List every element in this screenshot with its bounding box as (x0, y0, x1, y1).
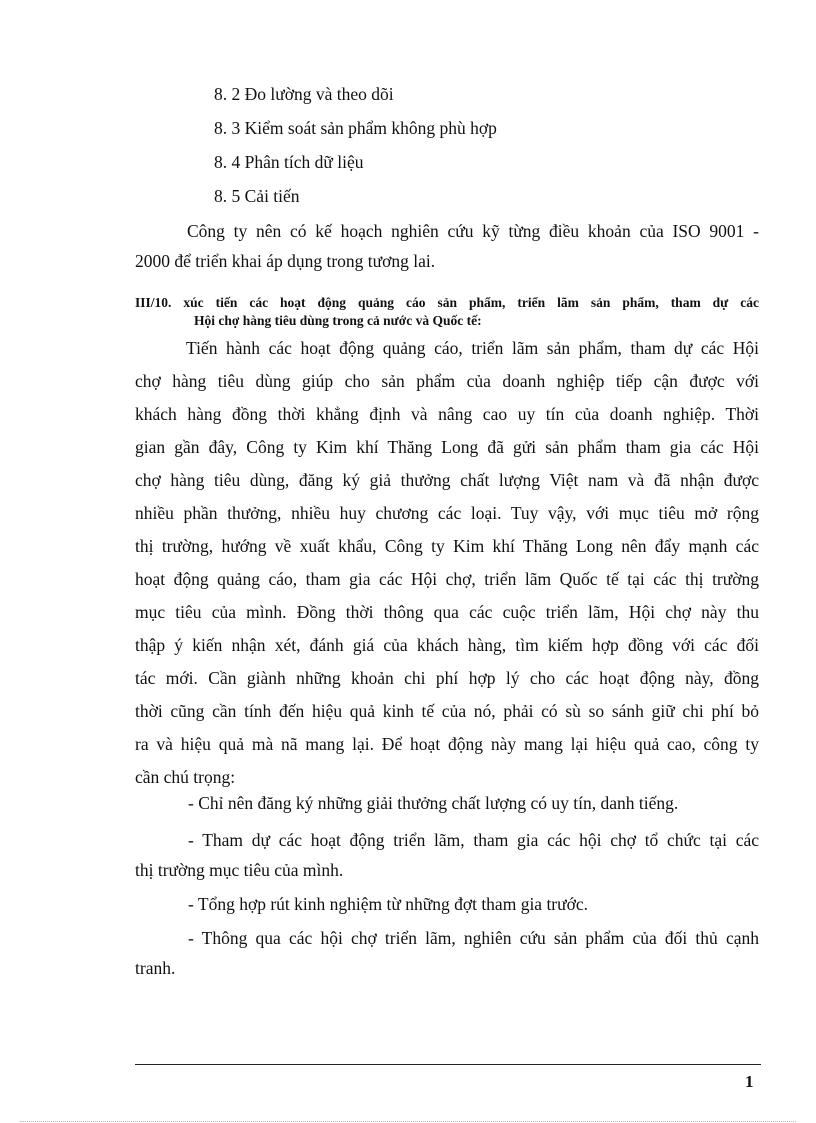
paragraph-line: thập ý kiến nhận xét, đánh giá của khách hàng, tìm kiếm hợp đồng với các đối (135, 635, 759, 655)
page-bottom-divider (20, 1121, 796, 1122)
bullet-item-continued: thị trường mục tiêu của mình. (135, 860, 344, 880)
iso-paragraph-line: Công ty nên có kế hoạch nghiên cứu kỹ từng điều khoản của ISO 9001 - (187, 221, 759, 241)
bullet-item: - Tổng hợp rút kinh nghiệm từ những đợt tham gia trước. (188, 894, 589, 914)
paragraph-line: mục tiêu của mình. Đồng thời thông qua các cuộc triển lãm, Hội chợ này thu (135, 602, 759, 622)
page-number: 1 (745, 1072, 754, 1091)
bullet-item: - Chỉ nên đăng ký những giải thưởng chất lượng có uy tín, danh tiếng. (188, 793, 679, 813)
outline-item: 8. 5 Cải tiến (214, 186, 300, 206)
paragraph-line: tác mới. Cần giành những khoản chi phí hợp lý cho các hoạt động này, đồng (135, 668, 759, 688)
bullet-item: - Thông qua các hội chợ triển lãm, nghiên cứu sản phẩm của đối thủ cạnh (188, 928, 759, 948)
bullet-item-continued: tranh. (135, 958, 176, 978)
paragraph-line: cần chú trọng: (135, 767, 236, 787)
bullet-item: - Tham dự các hoạt động triển lãm, tham gia các hội chợ tổ chức tại các (188, 830, 759, 850)
iso-paragraph-line: 2000 để triển khai áp dụng trong tương lai. (135, 251, 436, 271)
outline-item: 8. 2 Đo lường và theo dõi (214, 84, 394, 104)
paragraph-line: khách hàng đồng thời khẳng định và nâng cao uy tín của doanh nghiệp. Thời (135, 404, 759, 424)
paragraph-line: nhiều phần thưởng, nhiều huy chương các loại. Tuy vậy, với mục tiêu mở rộng (135, 503, 759, 523)
paragraph-line: thời cũng cần tính đến hiệu quả kinh tế của nó, phải có sù so sánh giữ chi phí bỏ (135, 701, 759, 721)
paragraph-line: ra và hiệu quả mà nã mang lại. Để hoạt động này mang lại hiệu quả cao, công ty (135, 734, 759, 754)
footer-rule (135, 1064, 761, 1065)
paragraph-line: gian gần đây, Công ty Kim khí Thăng Long đã gửi sản phẩm tham gia các Hội (135, 437, 759, 457)
paragraph-line: hoạt động quảng cáo, tham gia các Hội chợ, triển lãm Quốc tế tại các thị trường (135, 569, 759, 589)
outline-item: 8. 4 Phân tích dữ liệu (214, 152, 364, 172)
paragraph-line: chợ hàng tiêu dùng giúp cho sản phẩm của doanh nghiệp tiếp cận được với (135, 371, 759, 391)
paragraph-line: thị trường, hướng về xuất khẩu, Công ty Kim khí Thăng Long nên đẩy mạnh các (135, 536, 759, 556)
section-heading: Hội chợ hàng tiêu dùng trong cả nước và Quốc tế: (194, 313, 482, 328)
paragraph-line: Tiến hành các hoạt động quảng cáo, triển lãm sản phẩm, tham dự các Hội (186, 338, 759, 358)
section-heading: III/10. xúc tiến các hoạt động quảng cáo sản phẩm, triển lãm sản phẩm, tham dự các (135, 295, 759, 310)
paragraph-line: chợ hàng tiêu dùng, đăng ký giả thưởng chất lượng Việt nam và đã nhận được (135, 470, 759, 490)
outline-item: 8. 3 Kiểm soát sản phẩm không phù hợp (214, 118, 497, 138)
